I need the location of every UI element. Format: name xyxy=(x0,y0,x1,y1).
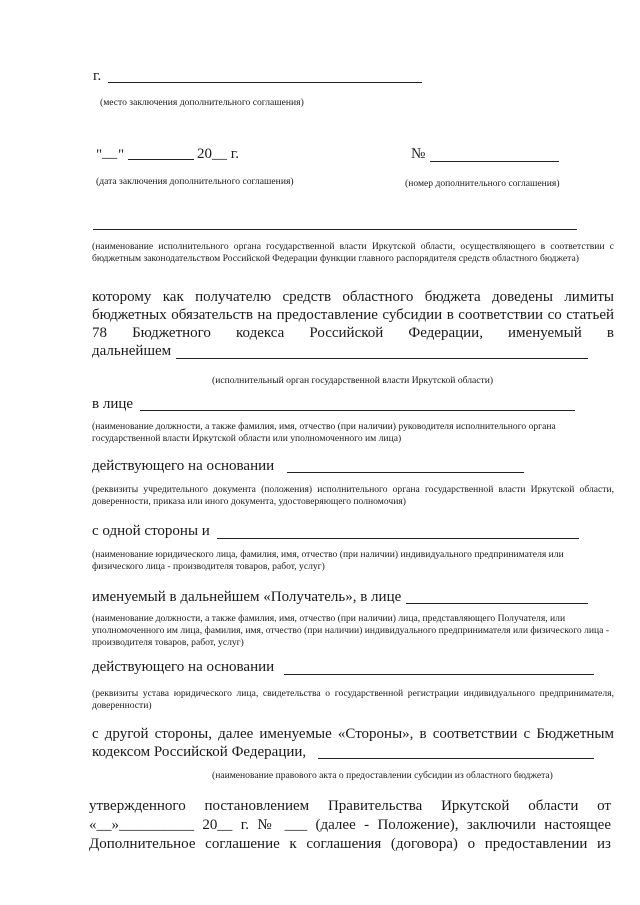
other-side-code: кодексом Российской Федерации, xyxy=(92,744,307,760)
recipient-caption: (наименование должности, а также фамилия, имя, отчество (при наличии) лица, представляющего Получателя, или уполномоченного им лица, фамилия, имя, отчество (при наличии) индивидуального предпринимателя или физического лица - производителя товаров, работ, услуг) xyxy=(92,613,610,648)
para1-hereinafter: дальнейшем xyxy=(92,343,172,359)
para1-word-78: 78 xyxy=(92,325,107,341)
in-face-blank-line[interactable] xyxy=(140,410,575,411)
para1-word-code: кодекса xyxy=(236,325,285,341)
legal-act-blank-line[interactable] xyxy=(318,758,594,759)
number-sign: № xyxy=(411,146,426,162)
para1-word-federation: Федерации, xyxy=(408,325,483,341)
other-side-line1: с другой стороны, далее именуемые «Стороны», в соответствии с Бюджетным xyxy=(92,726,614,742)
acting-basis-1-caption: (реквизиты учредительного документа (положения) исполнительного органа государственной власти Иркутской области, доверенности, приказа или иного документа, удостоверяющего полномочия) xyxy=(92,484,614,507)
acting-basis-2-label: действующего на основании xyxy=(92,659,275,675)
other-side-paragraph xyxy=(92,725,614,761)
in-face-label: в лице xyxy=(92,396,134,412)
date-month-blank-line[interactable] xyxy=(128,159,194,160)
para1-word-in: в xyxy=(606,325,614,341)
city-caption: (место заключения дополнительного соглашения) xyxy=(100,97,304,108)
para1-line1: которому как получателю средств областного бюджета доведены лимиты xyxy=(92,289,614,305)
organ-blank-line[interactable] xyxy=(93,229,577,230)
para1-word-budget: Бюджетного xyxy=(132,325,211,341)
acting-basis-1-label: действующего на основании xyxy=(92,458,275,474)
one-side-label: с одной стороны и xyxy=(92,523,210,539)
paragraph-limits xyxy=(92,288,614,360)
para1-line3 xyxy=(92,324,614,342)
date-caption: (дата заключения дополнительного соглашения) xyxy=(96,176,294,187)
number-caption: (номер дополнительного соглашения) xyxy=(405,178,560,189)
para1-word-russian: Российской xyxy=(309,325,384,341)
one-side-blank-line[interactable] xyxy=(217,538,579,539)
date-year-text: 20__ г. xyxy=(197,146,239,162)
recipient-label: именуемый в дальнейшем «Получатель», в лице xyxy=(92,589,402,605)
para1-word-named: именуемый xyxy=(508,325,582,341)
acting-basis-2-caption: (реквизиты устава юридического лица, свидетельства о государственной регистрации индивидуального предпринимателя, доверенности) xyxy=(92,688,614,711)
hereinafter-blank-line[interactable] xyxy=(176,358,588,359)
organ-caption: (наименование исполнительного органа государственной власти Иркутской области, осуществляющего в соответствии с бюджетным законодательством Российской Федерации функции главного распорядителя средств областного бюджета) xyxy=(92,241,614,264)
city-blank-line[interactable] xyxy=(108,82,422,83)
final-line1: утвержденного постановлением Правительства Иркутской области от xyxy=(89,798,611,814)
acting-basis-1-blank-line[interactable] xyxy=(287,472,524,473)
final-line3: Дополнительное соглашение к соглашения (договора) о предоставлении из xyxy=(89,836,611,852)
final-line2: «__»__________ 20__ г. № ___ (далее - Положение), заключили настоящее xyxy=(89,817,611,833)
recipient-blank-line[interactable] xyxy=(406,603,588,604)
acting-basis-2-blank-line[interactable] xyxy=(284,674,594,675)
number-blank-line[interactable] xyxy=(430,161,559,162)
date-quote-close: " xyxy=(118,147,125,163)
para1-caption: (исполнительный орган государственной власти Иркутской области) xyxy=(212,375,494,386)
other-side-caption: (наименование правового акта о предоставлении субсидии из областного бюджета) xyxy=(212,770,553,781)
in-face-caption: (наименование должности, а также фамилия, имя, отчество (при наличии) руководителя исполнительного органа государственной власти Иркутской области или уполномоченного им лица) xyxy=(92,421,556,444)
para1-line2: бюджетных обязательств на предоставление субсидии в соответствии со статьей xyxy=(92,307,614,323)
approval-paragraph xyxy=(89,797,611,854)
date-quote-open: " xyxy=(96,147,103,163)
city-prefix: г. xyxy=(93,68,102,84)
date-day-blank[interactable]: __ xyxy=(102,145,117,161)
one-side-caption: (наименование юридического лица, фамилия, имя, отчество (при наличии) индивидуального предпринимателя или физического лица - производителя товаров, работ, услуг) xyxy=(92,549,564,572)
